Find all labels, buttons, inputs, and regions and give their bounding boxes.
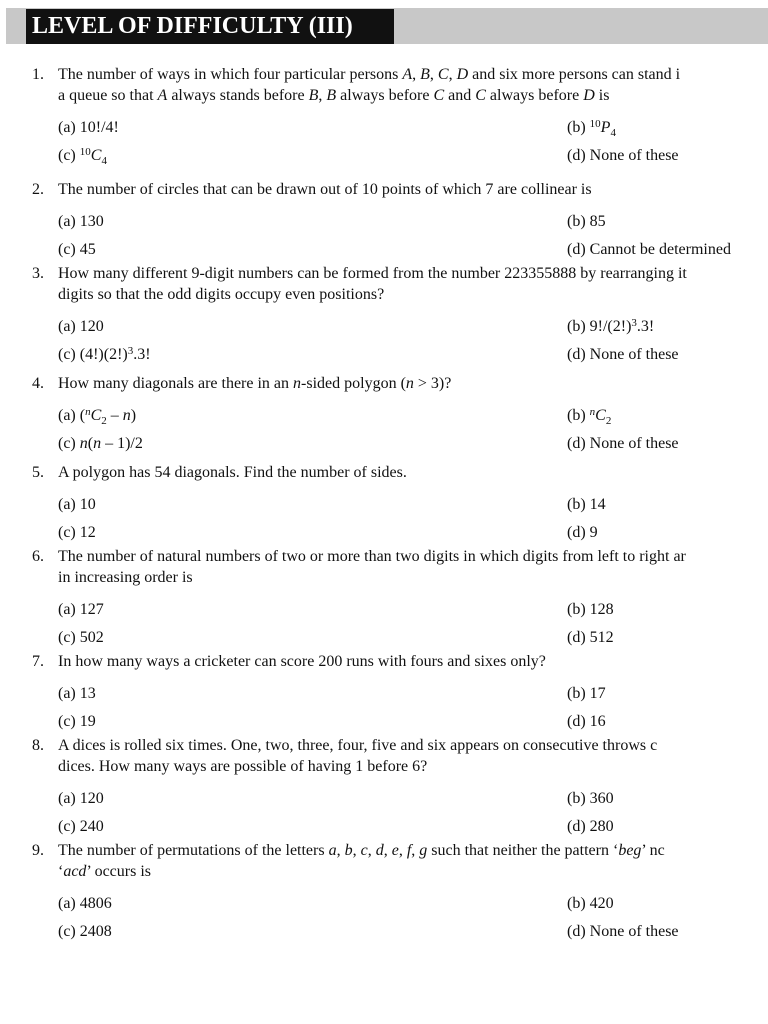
- answer-option: (c) $(4!)(2!)^3.3$!: [58, 345, 151, 363]
- question-text: The number of circles that can be drawn out of 10 points of which 7 are collinear is: [58, 181, 592, 198]
- answer-option: (d) Cannot be determined: [567, 241, 731, 258]
- question-text: In how many ways a cricketer can score 200 runs with fours and sixes only?: [58, 653, 546, 670]
- answer-option: (b) $9!/(2!)^3.3$!: [567, 317, 655, 335]
- answer-option: (d) 16: [567, 713, 606, 730]
- question-text: The number of ways in which four particular persons A, B, C, D and six more persons can stand i: [58, 66, 681, 83]
- answer-option: (a) $(^nC_2 - n)$: [58, 406, 137, 427]
- question-number: 7.: [32, 653, 44, 670]
- answer-option: (c) 45: [58, 241, 96, 258]
- answer-option: (c) $^{10}C_4$: [58, 146, 107, 167]
- question-number: 8.: [32, 737, 44, 754]
- question-text: A polygon has 54 diagonals. Find the number of sides.: [58, 464, 407, 481]
- question-number: 6.: [32, 548, 44, 565]
- question-text: in increasing order is: [58, 569, 193, 586]
- answer-option: (c) 502: [58, 629, 104, 646]
- question-text: How many diagonals are there in an n-sided polygon (n > 3)?: [58, 375, 452, 392]
- question-text: digits so that the odd digits occupy even positions?: [58, 286, 385, 303]
- question-number: 5.: [32, 464, 44, 481]
- answer-option: (d) None of these: [567, 923, 679, 940]
- answer-option: (c) 2408: [58, 923, 112, 940]
- answer-option: (d) 9: [567, 524, 598, 541]
- question-number: 2.: [32, 181, 44, 198]
- question-text: dices. How many ways are possible of having 1 before 6?: [58, 758, 428, 775]
- question-text: A dices is rolled six times. One, two, three, four, five and six appears on consecutive throws c: [58, 737, 658, 754]
- answer-option: (a) 10: [58, 496, 96, 513]
- answer-option: (a) 13: [58, 685, 96, 702]
- answer-option: (b) 360: [567, 790, 614, 807]
- answer-option: (b) 85: [567, 213, 606, 230]
- page-title: LEVEL OF DIFFICULTY (III): [26, 9, 394, 44]
- answer-option: (b) $^{10}P_4$: [567, 118, 616, 139]
- question-text: a queue so that A always stands before B, B always before C and C always before D is: [58, 87, 610, 104]
- answer-option: (a) 120: [58, 318, 104, 335]
- answer-option: (d) None of these: [567, 346, 679, 363]
- answer-option: (a) 4806: [58, 895, 112, 912]
- question-text: The number of permutations of the letters a, b, c, d, e, f, g such that neither the pattern ‘beg’ nc: [58, 842, 665, 859]
- answer-option: (c) 12: [58, 524, 96, 541]
- answer-option: (d) 512: [567, 629, 614, 646]
- answer-option: (a) 130: [58, 213, 104, 230]
- question-number: 9.: [32, 842, 44, 859]
- answer-option: (b) 17: [567, 685, 606, 702]
- answer-option: (c) 19: [58, 713, 96, 730]
- question-number: 1.: [32, 66, 44, 83]
- answer-option: (b) 14: [567, 496, 606, 513]
- question-text: ‘acd’ occurs is: [58, 863, 152, 880]
- question-number: 3.: [32, 265, 44, 282]
- answer-option: (c) n(n – 1)/2: [58, 435, 143, 452]
- answer-option: (d) None of these: [567, 435, 679, 452]
- answer-option: (a) 10!/4!: [58, 119, 119, 136]
- answer-option: (d) 280: [567, 818, 614, 835]
- answer-option: (b) 420: [567, 895, 614, 912]
- answer-option: (a) 127: [58, 601, 104, 618]
- question-text: How many different 9-digit numbers can be formed from the number 223355888 by rearranging it: [58, 265, 687, 282]
- answer-option: (b) $^nC_2$: [567, 406, 612, 427]
- question-number: 4.: [32, 375, 44, 392]
- answer-option: (c) 240: [58, 818, 104, 835]
- answer-option: (a) 120: [58, 790, 104, 807]
- answer-option: (d) None of these: [567, 147, 679, 164]
- question-text: The number of natural numbers of two or more than two digits in which digits from left to right ar: [58, 548, 686, 565]
- answer-option: (b) 128: [567, 601, 614, 618]
